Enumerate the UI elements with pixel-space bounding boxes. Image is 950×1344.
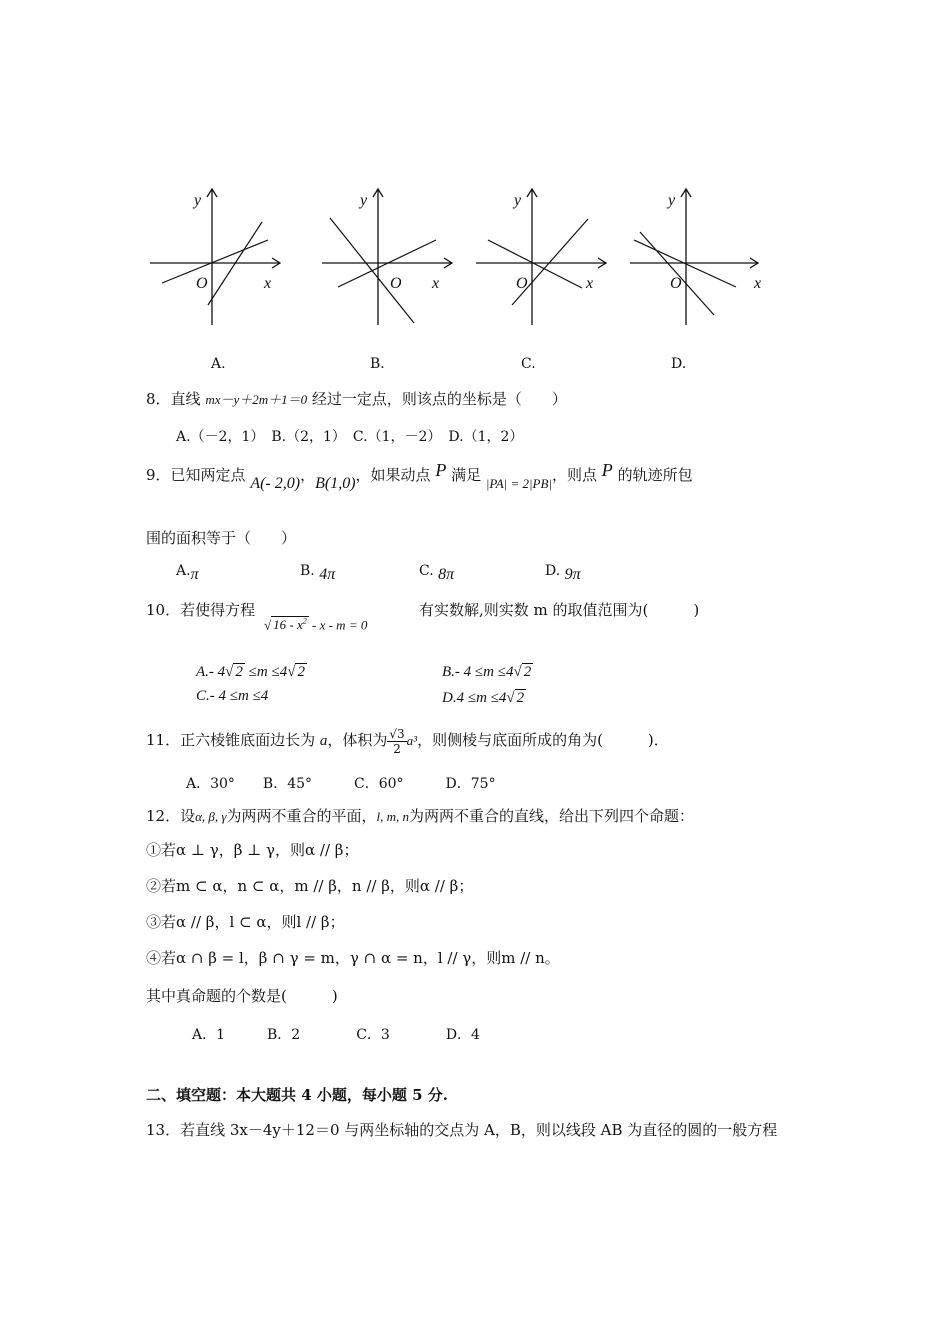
section-2-title: 二、填空题：本大题共 4 小题，每小题 5 分. bbox=[146, 1086, 448, 1104]
question-10-option-a: A.- 4√ 2 ≤m ≤4√ 2 bbox=[196, 664, 305, 680]
question-10-option-b: B.- 4 ≤m ≤4√ 2 bbox=[442, 664, 532, 680]
graph-d-origin-label: O bbox=[670, 275, 682, 292]
question-12-proposition-4: ④若α ∩ β = l，β ∩ γ = m，γ ∩ α = n，l // γ，则m // n。 bbox=[146, 949, 560, 967]
graph-label-c: C. bbox=[521, 356, 536, 372]
question-8-stem: 8．直线 mx－y＋2m＋1＝0 经过一定点，则该点的坐标是（ ） bbox=[146, 390, 567, 408]
graph-b bbox=[318, 185, 458, 330]
graph-a-origin-label: O bbox=[196, 275, 208, 292]
graph-label-a: A. bbox=[211, 356, 226, 372]
question-8-options: A.（－2，1） B.（2，1） C.（1，－2） D.（1，2） bbox=[176, 429, 524, 445]
question-10-stem-suffix: 有实数解,则实数 m 的取值范围为( ) bbox=[419, 601, 700, 619]
question-12-stem: 12．设α, β, γ为两两不重合的平面，l, m, n为两两不重合的直线，给出下列四个命题： bbox=[146, 807, 695, 825]
question-9-option-b: B. 4π bbox=[300, 563, 336, 583]
question-9-stem: 9．已知两定点 A(- 2,0)，B(1,0)，如果动点 P 满足 |PA| = 2|PB|，则点 P 的轨迹所包 bbox=[146, 460, 693, 492]
graph-c-y-label: y bbox=[514, 192, 522, 209]
question-10-option-d: D.4 ≤m ≤4√ 2 bbox=[442, 690, 525, 706]
graph-b-origin-label: O bbox=[390, 275, 402, 292]
question-9-stem-line2: 围的面积等于（ ） bbox=[146, 529, 297, 547]
question-11-stem: 11．正六棱锥底面边长为 a，体积为 $\frac{√3}{2}$ a³，则侧棱与底面所成的角为( )． bbox=[146, 726, 669, 756]
question-12-ask: 其中真命题的个数是( ) bbox=[146, 987, 338, 1005]
volume-fraction: $\frac{√3}{2}$ bbox=[389, 726, 405, 756]
graph-label-d: D. bbox=[671, 356, 687, 372]
question-9-option-d: D. 9π bbox=[545, 563, 581, 583]
question-12-proposition-2: ②若m ⊂ α，n ⊂ α，m // β，n // β，则α // β； bbox=[146, 877, 474, 895]
graph-c-x-label: x bbox=[586, 275, 594, 292]
graph-c-origin-label: O bbox=[516, 275, 528, 292]
graph-a bbox=[150, 185, 290, 330]
question-9-option-a: A.π bbox=[176, 563, 199, 583]
question-13-stem: 13．若直线 3x－4y＋12＝0 与两坐标轴的交点为 A，B，则以线段 AB 为直径的圆的一般方程 bbox=[146, 1121, 778, 1139]
graph-b-x-label: x bbox=[432, 275, 440, 292]
question-12-proposition-1: ①若α ⊥ γ，β ⊥ γ，则α // β； bbox=[146, 841, 359, 859]
graph-d-y-label: y bbox=[668, 192, 676, 209]
graph-a-x-label: x bbox=[264, 275, 272, 292]
question-11-options: A．30° B．45° C．60° D．75° bbox=[186, 776, 496, 792]
question-12-options: A．1 B．2 C．3 D．4 bbox=[192, 1027, 480, 1043]
graph-d-x-label: x bbox=[754, 275, 762, 292]
graph-b-y-label: y bbox=[360, 192, 368, 209]
question-10-stem: 10．若使得方程 bbox=[146, 601, 256, 619]
question-9-option-c: C. 8π bbox=[419, 563, 455, 583]
question-12-proposition-3: ③若α // β，l ⊂ α，则l // β； bbox=[146, 913, 345, 931]
graph-d bbox=[626, 185, 766, 330]
graph-c bbox=[472, 185, 612, 330]
graph-label-b: B. bbox=[370, 356, 385, 372]
question-10-equation: √ $16 - x^2 - x - m = 0$ bbox=[264, 617, 368, 633]
question-10-option-c: C.- 4 ≤m ≤4 bbox=[196, 688, 269, 704]
graph-a-y-label: y bbox=[194, 192, 202, 209]
